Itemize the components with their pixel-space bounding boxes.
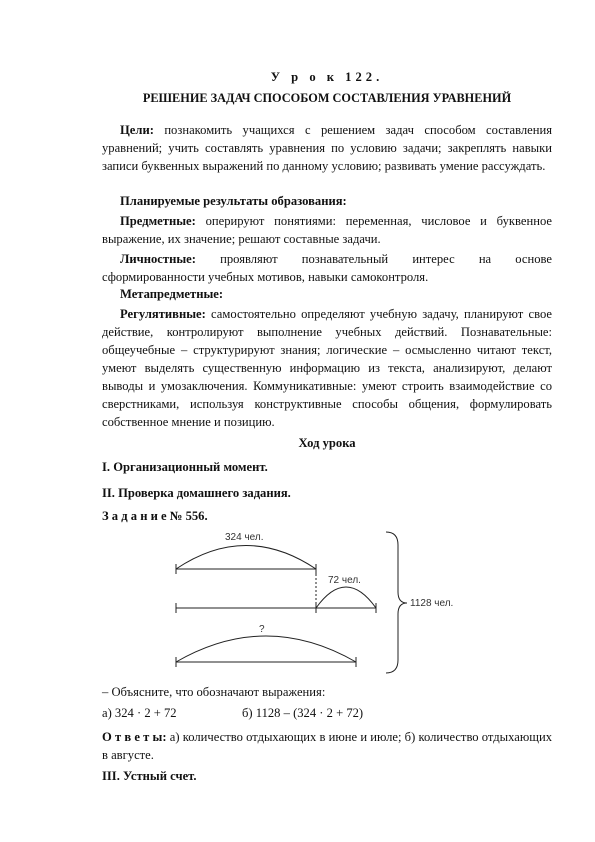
arc-72 bbox=[316, 587, 376, 608]
section-homework: II. Проверка домашнего задания. bbox=[102, 486, 291, 500]
personal-label: Личностные: bbox=[120, 252, 196, 266]
answers-label: О т в е т ы: bbox=[102, 730, 167, 744]
arc-unknown bbox=[176, 636, 356, 662]
regulatory-text: самостоятельно определяют учебную задачу, планируют свое действие, контролируют выполнение учебных действий. Познавательные: общеучебные – структурируют знания; логические – осмысленно читают текст, умеют выделять существенную информацию из текста, анализируют, делают выводы и умозаключения. Коммуникативные: умеют строить взаимодействие со сверстниками, используя конструктивные способы общения, формулировать собственное мнение и позицию. bbox=[102, 307, 552, 429]
task-number: № 556. bbox=[169, 509, 208, 523]
subject-text: оперируют понятиями: переменная, числовое и буквенное выражение, их значение; решают составные задачи. bbox=[102, 214, 552, 246]
personal-text: проявляют познавательный интерес на основе сформированности учебных мотивов, навыки самоконтроля. bbox=[102, 252, 552, 284]
label-324: 324 чел. bbox=[225, 532, 264, 543]
course-heading: Ход урока bbox=[298, 436, 356, 450]
answers-text: а) количество отдыхающих в июне и июле; б) количество отдыхающих в августе. bbox=[102, 730, 552, 762]
meta-heading: Метапредметные: bbox=[120, 287, 224, 301]
lesson-title: РЕШЕНИЕ ЗАДАЧ СПОСОБОМ СОСТАВЛЕНИЯ УРАВНЕНИЙ bbox=[142, 91, 512, 105]
total-brace bbox=[386, 532, 407, 673]
section-oral-count: III. Устный счет. bbox=[102, 769, 197, 783]
results-heading: Планируемые результаты образования: bbox=[120, 194, 347, 208]
label-total: 1128 чел. bbox=[410, 598, 454, 609]
lesson-number: У р о к 122. bbox=[270, 70, 384, 84]
answers-paragraph bbox=[102, 728, 552, 764]
goals-label: Цели: bbox=[120, 123, 154, 137]
expression-a: а) 324 · 2 + 72 bbox=[102, 706, 177, 720]
expression-b: б) 1128 – (324 · 2 + 72) bbox=[242, 706, 364, 720]
question-line: – Объясните, что обозначают выражения: bbox=[102, 685, 326, 699]
label-72: 72 чел. bbox=[328, 575, 361, 586]
label-unknown: ? bbox=[259, 624, 265, 635]
subject-label: Предметные: bbox=[120, 214, 196, 228]
regulatory-label: Регулятивные: bbox=[120, 307, 206, 321]
section-organizational: I. Организационный момент. bbox=[102, 460, 268, 474]
task-label: З а д а н и е bbox=[102, 509, 167, 523]
arc-324 bbox=[176, 546, 316, 570]
goals-text: познакомить учащихся с решением задач способом составления уравнений; учить составлять уравнения по условию задачи; закреплять навыки записи буквенных выражений по данному условию; развивать умение рассуждать. bbox=[102, 123, 552, 173]
